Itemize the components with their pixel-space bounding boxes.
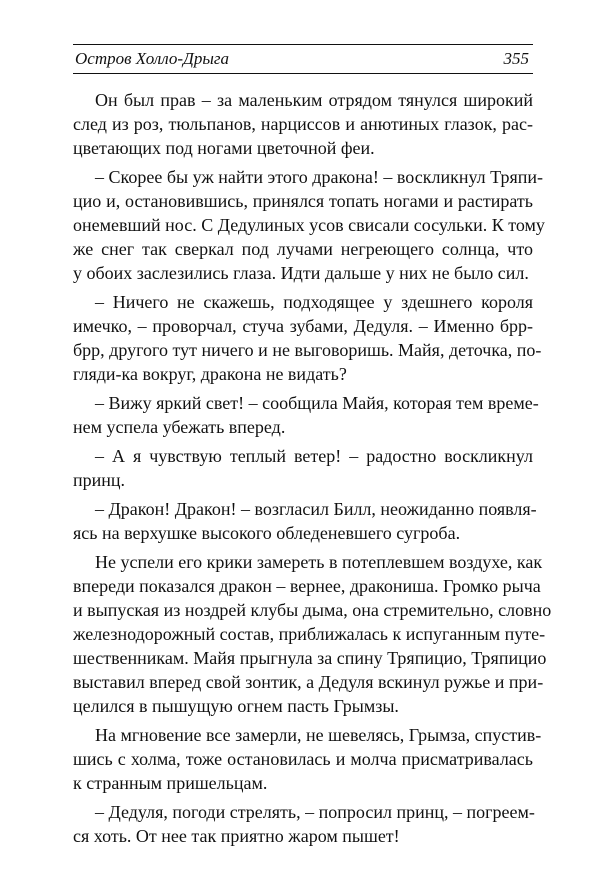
text-line: Не успели его крики замереть в потеплевшем воздухе, как bbox=[95, 552, 543, 572]
text-line: у обоих заслезились глаза. Идти дальше у них не было сил. bbox=[73, 263, 529, 283]
text-line: шись с холма, тоже остановилась и молча присматривалась bbox=[73, 749, 533, 769]
text-line: – Скорее бы уж найти этого дракона! – воскликнул Тряпи- bbox=[95, 167, 543, 187]
text-line: целился в пышущую огнем пасть Грымзы. bbox=[73, 696, 399, 716]
header-top-rule bbox=[73, 44, 533, 45]
text-line: онемевший нос. С Дедулиных усов свисали сосульки. К тому bbox=[73, 215, 545, 235]
text-line: Он был прав – за маленьким отрядом тянулся широкий bbox=[95, 90, 533, 110]
text-line: – А я чувствую теплый ветер! – радостно воскликнул bbox=[95, 446, 533, 466]
body-text bbox=[73, 88, 552, 853]
text-line: – Дракон! Дракон! – возгласил Билл, неожиданно появля- bbox=[95, 499, 537, 519]
paragraph bbox=[73, 290, 542, 386]
paragraph bbox=[73, 88, 533, 160]
paragraph bbox=[73, 165, 545, 285]
text-line: цио и, остановившись, принялся топать ногами и растирать bbox=[73, 191, 533, 211]
text-line: впереди показался дракон – вернее, дракониша. Громко рыча bbox=[73, 576, 541, 596]
text-line: же снег так сверкал под лучами негреющего солнца, что bbox=[73, 239, 533, 259]
text-line: и выпуская из ноздрей клубы дыма, она стремительно, словно bbox=[73, 600, 552, 620]
text-line: брр, другого тут ничего и не выговоришь. Майя, деточка, по- bbox=[73, 340, 542, 360]
text-line: – Дедуля, погоди стрелять, – попросил принц, – погреем- bbox=[95, 802, 535, 822]
text-line: нем успела убежать вперед. bbox=[73, 417, 286, 437]
page-number: 355 bbox=[503, 49, 529, 68]
text-line: – Вижу яркий свет! – сообщила Майя, которая тем време- bbox=[95, 393, 539, 413]
text-line: след из роз, тюльпанов, нарциссов и анютиных глазок, рас- bbox=[73, 114, 533, 134]
text-line: железнодорожный состав, приближалась к испуганным путе- bbox=[73, 624, 546, 644]
text-line: имечко, – проворчал, стуча зубами, Дедуля. – Именно брр- bbox=[73, 316, 533, 336]
running-title: Остров Холло-Дрыга bbox=[75, 49, 230, 68]
paragraph bbox=[73, 800, 533, 848]
text-line: принц. bbox=[73, 470, 126, 490]
paragraph bbox=[73, 497, 537, 545]
paragraph bbox=[73, 723, 542, 795]
running-header bbox=[73, 40, 533, 76]
text-line: выставил вперед свой зонтик, а Дедуля вскинул ружье и при- bbox=[73, 672, 544, 692]
paragraph bbox=[73, 391, 539, 439]
paragraph bbox=[73, 550, 552, 718]
text-line: На мгновение все замерли, не шевелясь, Грымза, спустив- bbox=[95, 725, 542, 745]
text-line: шественникам. Майя прыгнула за спину Тряпицио, Тряпицио bbox=[73, 648, 547, 668]
header-bottom-rule bbox=[73, 73, 533, 74]
text-line: ясь на верхушке высокого обледеневшего сугроба. bbox=[73, 523, 461, 543]
text-line: – Ничего не скажешь, подходящее у здешнего короля bbox=[95, 292, 533, 312]
text-line: ся хоть. От нее так приятно жаром пышет! bbox=[73, 826, 400, 846]
text-line: к странным пришельцам. bbox=[73, 773, 268, 793]
paragraph bbox=[73, 444, 533, 492]
text-line: цветающих под ногами цветочной феи. bbox=[73, 138, 375, 158]
text-line: гляди-ка вокруг, дракона не видать? bbox=[73, 364, 347, 384]
